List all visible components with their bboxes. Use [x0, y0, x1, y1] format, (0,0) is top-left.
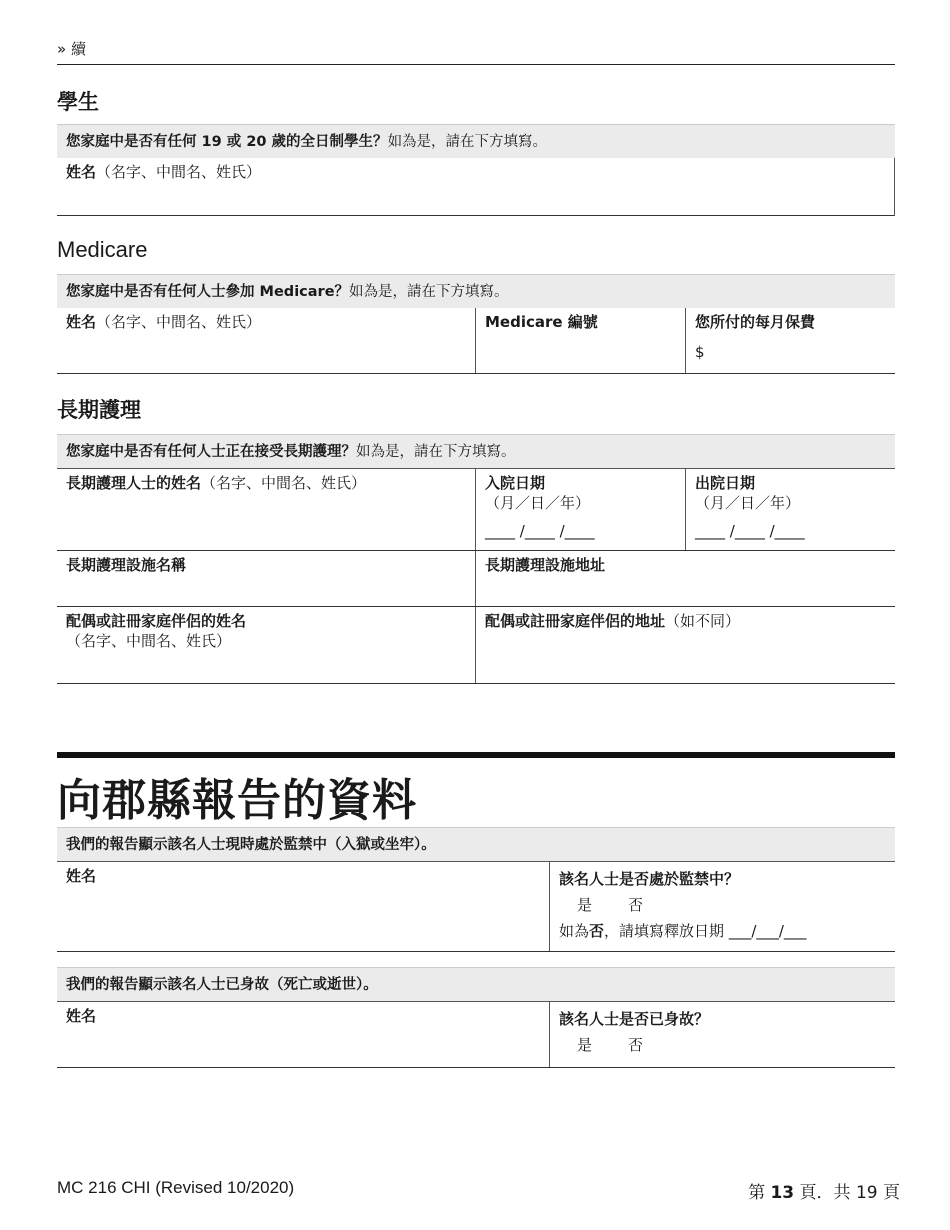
incarcerated-no-option[interactable]: 否 — [628, 896, 644, 914]
ltc-spouse-address-label: 配偶或註冊家庭伴侶的地址 — [485, 612, 666, 630]
ltc-spouse-name-hint: （名字、中間名、姓氏） — [66, 632, 232, 650]
students-table — [57, 158, 895, 216]
ltc-admit-label: 入院日期 — [485, 474, 546, 492]
ltc-admit-date-field[interactable] — [475, 469, 685, 550]
students-row — [57, 158, 894, 216]
page-prefix: 第 — [748, 1183, 766, 1203]
release-instruction: ，請填寫釋放日期 — [604, 922, 725, 940]
incarcerated-table — [57, 861, 895, 951]
incarcerated-row — [57, 862, 895, 952]
student-name-label: 姓名 — [66, 163, 97, 181]
ltc-discharge-date-field[interactable] — [685, 469, 895, 550]
page-indicator — [748, 1178, 900, 1203]
ltc-discharge-label: 出院日期 — [695, 474, 756, 492]
ltc-discharge-hint: （月／日／年） — [695, 494, 801, 512]
ltc-table — [57, 468, 895, 683]
deceased-no-option[interactable]: 否 — [628, 1036, 644, 1054]
medicare-name-label: 姓名 — [66, 313, 97, 331]
deceased-table — [57, 1001, 895, 1067]
ltc-question-instruction: 如為是，請在下方填寫。 — [356, 444, 516, 460]
ltc-row-person — [57, 469, 895, 551]
ltc-person-name-field[interactable] — [57, 469, 475, 550]
deceased-name-field[interactable] — [57, 1002, 549, 1067]
students-question-instruction: 如為是，請在下方填寫。 — [387, 134, 548, 150]
incarcerated-name-field[interactable] — [57, 862, 549, 951]
deceased-question: 該名人士是否已身故？ — [559, 1010, 710, 1028]
ltc-facility-address-field[interactable] — [475, 551, 895, 606]
deceased-yes-option[interactable]: 是 — [577, 1036, 593, 1054]
continued-marker: » 續 — [57, 40, 86, 58]
ltc-spouse-address-hint: （如不同） — [665, 612, 741, 630]
ltc-spouse-name-label: 配偶或註冊家庭伴侶的姓名 — [66, 612, 247, 630]
incarcerated-name-label: 姓名 — [66, 867, 97, 885]
section-title-medicare: Medicare — [57, 237, 148, 262]
medicare-number-label: Medicare 編號 — [485, 313, 598, 331]
top-rule — [57, 64, 895, 65]
student-name-hint: （名字、中間名、姓氏） — [96, 163, 262, 181]
deceased-statement: 我們的報告顯示該名人士已身故（死亡或逝世）。 — [57, 967, 895, 1001]
ltc-admit-hint: （月／日／年） — [485, 494, 591, 512]
section-title-county-report: 向郡縣報告的資料 — [57, 775, 417, 826]
medicare-row — [57, 308, 895, 374]
ltc-person-hint: （名字、中間名、姓氏） — [201, 474, 367, 492]
ltc-question — [57, 434, 895, 468]
incarcerated-yes-option[interactable]: 是 — [577, 896, 593, 914]
medicare-premium-label: 您所付的每月保費 — [695, 313, 816, 331]
release-date-blank[interactable]: ___/___/___ — [728, 922, 807, 940]
deceased-name-label: 姓名 — [66, 1007, 97, 1025]
medicare-table — [57, 308, 895, 374]
ltc-facility-address-label: 長期護理設施地址 — [485, 556, 606, 574]
ltc-facility-name-field[interactable] — [57, 551, 475, 606]
medicare-question-main: 您家庭中是否有任何人士參加 Medicare？ — [66, 284, 350, 300]
ltc-discharge-date-blank: ____ /____ /____ — [695, 522, 805, 540]
medicare-premium-dollar: $ — [695, 343, 705, 361]
medicare-name-field[interactable] — [57, 308, 475, 373]
page-number: 13 — [770, 1183, 795, 1203]
page-suffix: 頁．共 19 頁 — [799, 1183, 900, 1203]
incarcerated-question: 該名人士是否處於監禁中？ — [559, 870, 740, 888]
section-title-long-term-care: 長期護理 — [57, 398, 141, 422]
ltc-admit-date-blank: ____ /____ /____ — [485, 522, 595, 540]
medicare-premium-field[interactable] — [685, 308, 895, 373]
ltc-spouse-name-field[interactable] — [57, 607, 475, 683]
section-title-students: 學生 — [57, 90, 99, 114]
deceased-question-cell — [549, 1002, 895, 1067]
release-prefix: 如為 — [559, 922, 590, 940]
form-id: MC 216 CHI (Revised 10/2020) — [57, 1178, 295, 1197]
ltc-person-label: 長期護理人士的姓名 — [66, 474, 202, 492]
ltc-facility-name-label: 長期護理設施名稱 — [66, 556, 187, 574]
incarcerated-question-cell — [549, 862, 895, 951]
deceased-row — [57, 1002, 895, 1068]
student-name-field[interactable] — [57, 158, 894, 215]
medicare-question-instruction: 如為是，請在下方填寫。 — [349, 284, 509, 300]
release-bold: 否 — [589, 922, 605, 940]
medicare-name-hint: （名字、中間名、姓氏） — [96, 313, 262, 331]
county-section-bar — [57, 752, 895, 758]
ltc-question-main: 您家庭中是否有任何人士正在接受長期護理？ — [66, 444, 356, 460]
students-question-main: 您家庭中是否有任何 19 或 20 歲的全日制學生？ — [66, 134, 388, 150]
students-question — [57, 124, 895, 158]
ltc-spouse-address-field[interactable] — [475, 607, 895, 683]
ltc-row-facility — [57, 551, 895, 607]
medicare-number-field[interactable] — [475, 308, 685, 373]
incarcerated-statement: 我們的報告顯示該名人士現時處於監禁中（入獄或坐牢）。 — [57, 827, 895, 861]
ltc-row-spouse — [57, 607, 895, 684]
medicare-question — [57, 274, 895, 308]
